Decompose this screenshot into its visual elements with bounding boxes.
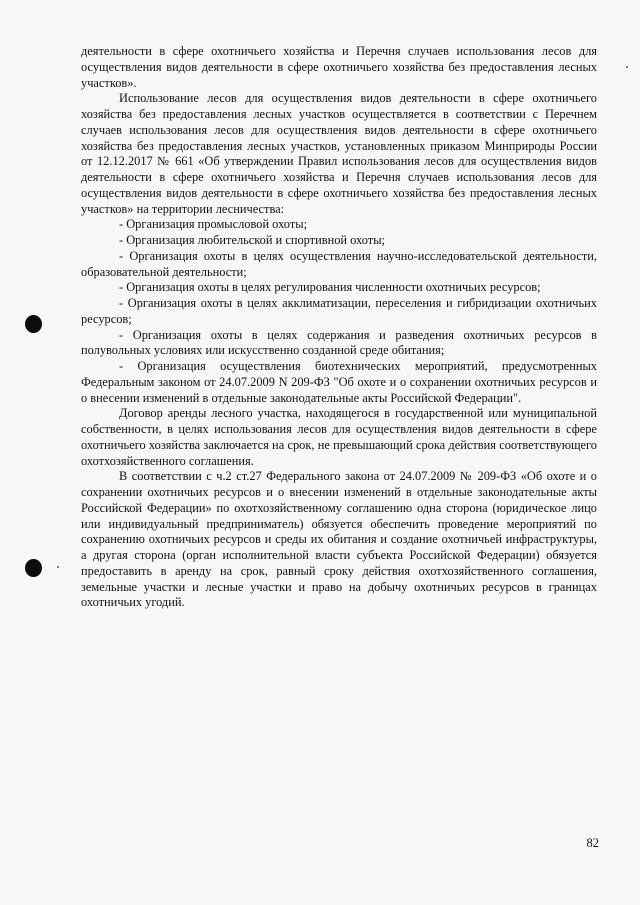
list-item: - Организация охоты в целях осуществления научно-исследовательской деятельности, образовательной деятельности; xyxy=(81,248,597,279)
body-text xyxy=(81,44,597,611)
scan-speck xyxy=(57,566,59,568)
punch-hole-top xyxy=(25,315,42,333)
list-item: - Организация промысловой охоты; xyxy=(119,217,308,232)
list-item: - Организация охоты в целях регулирования численности охотничьих ресурсов; xyxy=(119,280,541,295)
paragraph-continuation: деятельности в сфере охотничьего хозяйства и Перечня случаев использования лесов для осуществления видов деятельности в сфере охотничьего хозяйства без предоставления лесных участков». xyxy=(81,44,597,90)
punch-hole-bottom xyxy=(25,559,42,577)
paragraph-lease-agreement: Договор аренды лесного участка, находящегося в государственной или муниципальной собственности, в целях использования лесов для осуществления видов деятельности в сфере охотничьего хозяйства заключается на срок, не превышающий срока действия соответствующего охотхозяйственного соглашения. xyxy=(81,406,597,468)
list-item: - Организация охоты в целях содержания и разведения охотничьих ресурсов в полувольных условиях или искусственно созданной среде обитания; xyxy=(81,327,597,358)
paragraph-forest-usage: Использование лесов для осуществления видов деятельности в сфере охотничьего хозяйства без предоставления лесных участков осуществляется в соответствии с Перечнем случаев использования лесов для осуществления видов деятельности в сфере охотничьего хозяйства без предоставления лесных участков, установленных приказом Минприроды России от 12.12.2017 № 661 «Об утверждении Правил использования лесов для осуществления видов деятельности в сфере охотничьего хозяйства и Перечня случаев использования лесов для осуществления видов деятельности в сфере охотничьего хозяйства без предоставления лесных участков» на территории лесничества: xyxy=(81,91,597,216)
list-item: - Организация охоты в целях акклиматизации, переселения и гибридизации охотничьих ресурсов; xyxy=(81,296,597,326)
list-item: - Организация осуществления биотехнических мероприятий, предусмотренных Федеральным законом от 24.07.2009 N 209-ФЗ "Об охоте и о сохранении охотничьих ресурсов и о внесении изменений в отдельные законодательные акты Российской Федерации". xyxy=(81,359,597,405)
paragraph-federal-law: В соответствии с ч.2 ст.27 Федерального закона от 24.07.2009 № 209-ФЗ «Об охоте и о сохранении охотничьих ресурсов и о внесении изменений в отдельные законодательные акты Российской Федерации» по охотхозяйственному соглашению одна сторона (юридическое лицо или индивидуальный предприниматель) обязуется обеспечить проведение мероприятий по сохранению охотничьих ресурсов и среды их обитания и создание охотничьей инфраструктуры, а другая сторона (орган исполнительной власти субъекта Российской Федерации) обязуется предоставить в аренду на срок, равный сроку действия охотхозяйственного соглашения, земельные участки и лесные участки и право на добычу охотничьих ресурсов в границах охотничьих угодий. xyxy=(81,469,597,610)
scan-speck xyxy=(626,66,628,68)
list-item: - Организация любительской и спортивной охоты; xyxy=(119,233,385,247)
page-number: 82 xyxy=(586,836,599,850)
